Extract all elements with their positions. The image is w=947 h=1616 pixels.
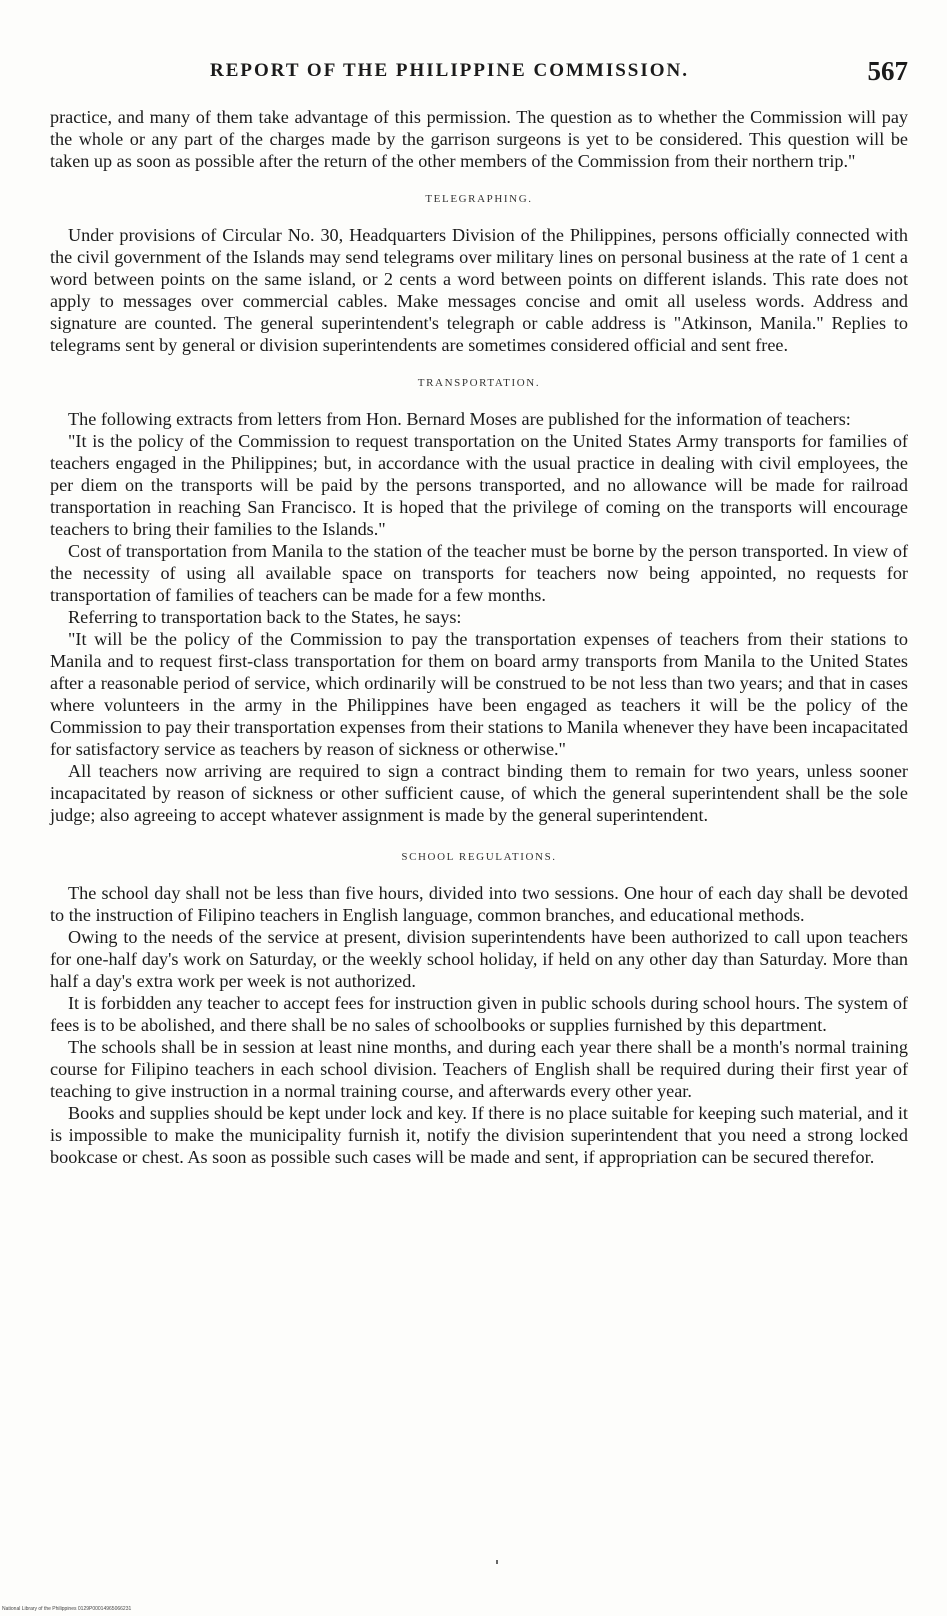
- continued-paragraph: practice, and many of them take advantage of this permission. The question as to whether the Commission will pay the whole or any part of the charges made by the garrison surgeons is yet to be considered. This question will be taken up as soon as possible after the return of the other members of the Commission from their northern trip.": [50, 107, 908, 171]
- section-heading-transportation: TRANSPORTATION.: [417, 377, 541, 389]
- running-header: [50, 56, 908, 92]
- page-number: 567: [867, 56, 908, 86]
- scan-footer-tag: National Library of the Philippines 0129P00014965066231: [2, 1606, 132, 1612]
- paragraph: Under provisions of Circular No. 30, Headquarters Division of the Philippines, persons officially connected with the civil government of the Islands may send telegrams over military lines on personal business at the rate of 1 cent a word between points on the same island, or 2 cents a word between points on different islands. This rate does not apply to messages over commercial cables. Make messages concise and omit all useless words. Address and signature are counted. The general superintendent's telegraph or cable address is "Atkinson, Manila." Replies to telegrams sent by general or division superintendents are sometimes considered official and sent free.: [50, 225, 908, 355]
- quoted-paragraph: "It is the policy of the Commission to request transportation on the United States Army transports for families of teachers engaged in the Philippines; but, in accordance with the usual practice in dealing with civil employees, the per diem on the transports will be paid by the persons transported, and no allowance will be made for railroad transportation in reaching San Francisco. It is hoped that the privilege of coming on the transports will encourage teachers to bring their families to the Islands.": [50, 431, 908, 539]
- paragraph: Cost of transportation from Manila to the station of the teacher must be borne by the person transported. In view of the necessity of using all available space on transports for teachers now being appointed, no requests for transportation of families of teachers can be made for a few months.: [50, 541, 908, 605]
- paragraph: The schools shall be in session at least nine months, and during each year there shall be a month's normal training course for Filipino teachers in each school division. Teachers of English shall be required during their first year of teaching to give instruction in a normal training course, and afterwards every other year.: [50, 1037, 908, 1101]
- paragraph: Owing to the needs of the service at present, division superintendents have been authorized to call upon teachers for one-half day's work on Saturday, or the weekly school holiday, if held on any other day than Saturday. More than half a day's extra work per week is not authorized.: [50, 927, 908, 991]
- quoted-paragraph: "It will be the policy of the Commission to pay the transportation expenses of teachers from their stations to Manila and to request first-class transportation for them on board army transports from Manila to the United States after a reasonable period of service, which ordinarily will be construed to be not less than two years; and that in cases where volunteers in the army in the Philippines have been engaged as teachers it will be the policy of the Commission to pay their transportation expenses from their stations to Manila whenever they have been incapacitated for satisfactory service as teachers by reason of sickness or otherwise.": [50, 629, 908, 759]
- paragraph: Referring to transportation back to the States, he says:: [68, 607, 462, 627]
- body-text: [50, 106, 908, 1168]
- paragraph: The school day shall not be less than five hours, divided into two sessions. One hour of each day shall be devoted to the instruction of Filipino teachers in English language, common branches, and educational methods.: [50, 883, 908, 925]
- paragraph: It is forbidden any teacher to accept fees for instruction given in public schools during school hours. The system of fees is to be abolished, and there shall be no sales of schoolbooks or supplies furnished by this department.: [50, 993, 908, 1035]
- section-heading-telegraphing: TELEGRAPHING.: [425, 193, 533, 205]
- paragraph: All teachers now arriving are required to sign a contract binding them to remain for two years, unless sooner incapacitated by reason of sickness or other sufficient cause, of which the general superintendent shall be the sole judge; also agreeing to accept whatever assignment is made by the general superintendent.: [50, 761, 908, 825]
- scan-speck: [496, 1560, 498, 1564]
- section-heading-school-regulations: SCHOOL REGULATIONS.: [401, 851, 557, 863]
- paragraph: The following extracts from letters from Hon. Bernard Moses are published for the information of teachers:: [68, 409, 851, 429]
- paragraph: Books and supplies should be kept under lock and key. If there is no place suitable for keeping such material, and it is impossible to make the municipality furnish it, notify the division superintendent that you need a strong locked bookcase or chest. As soon as possible such cases will be made and sent, if appropriation can be secured therefor.: [50, 1103, 908, 1167]
- report-title: REPORT OF THE PHILIPPINE COMMISSION.: [210, 60, 690, 81]
